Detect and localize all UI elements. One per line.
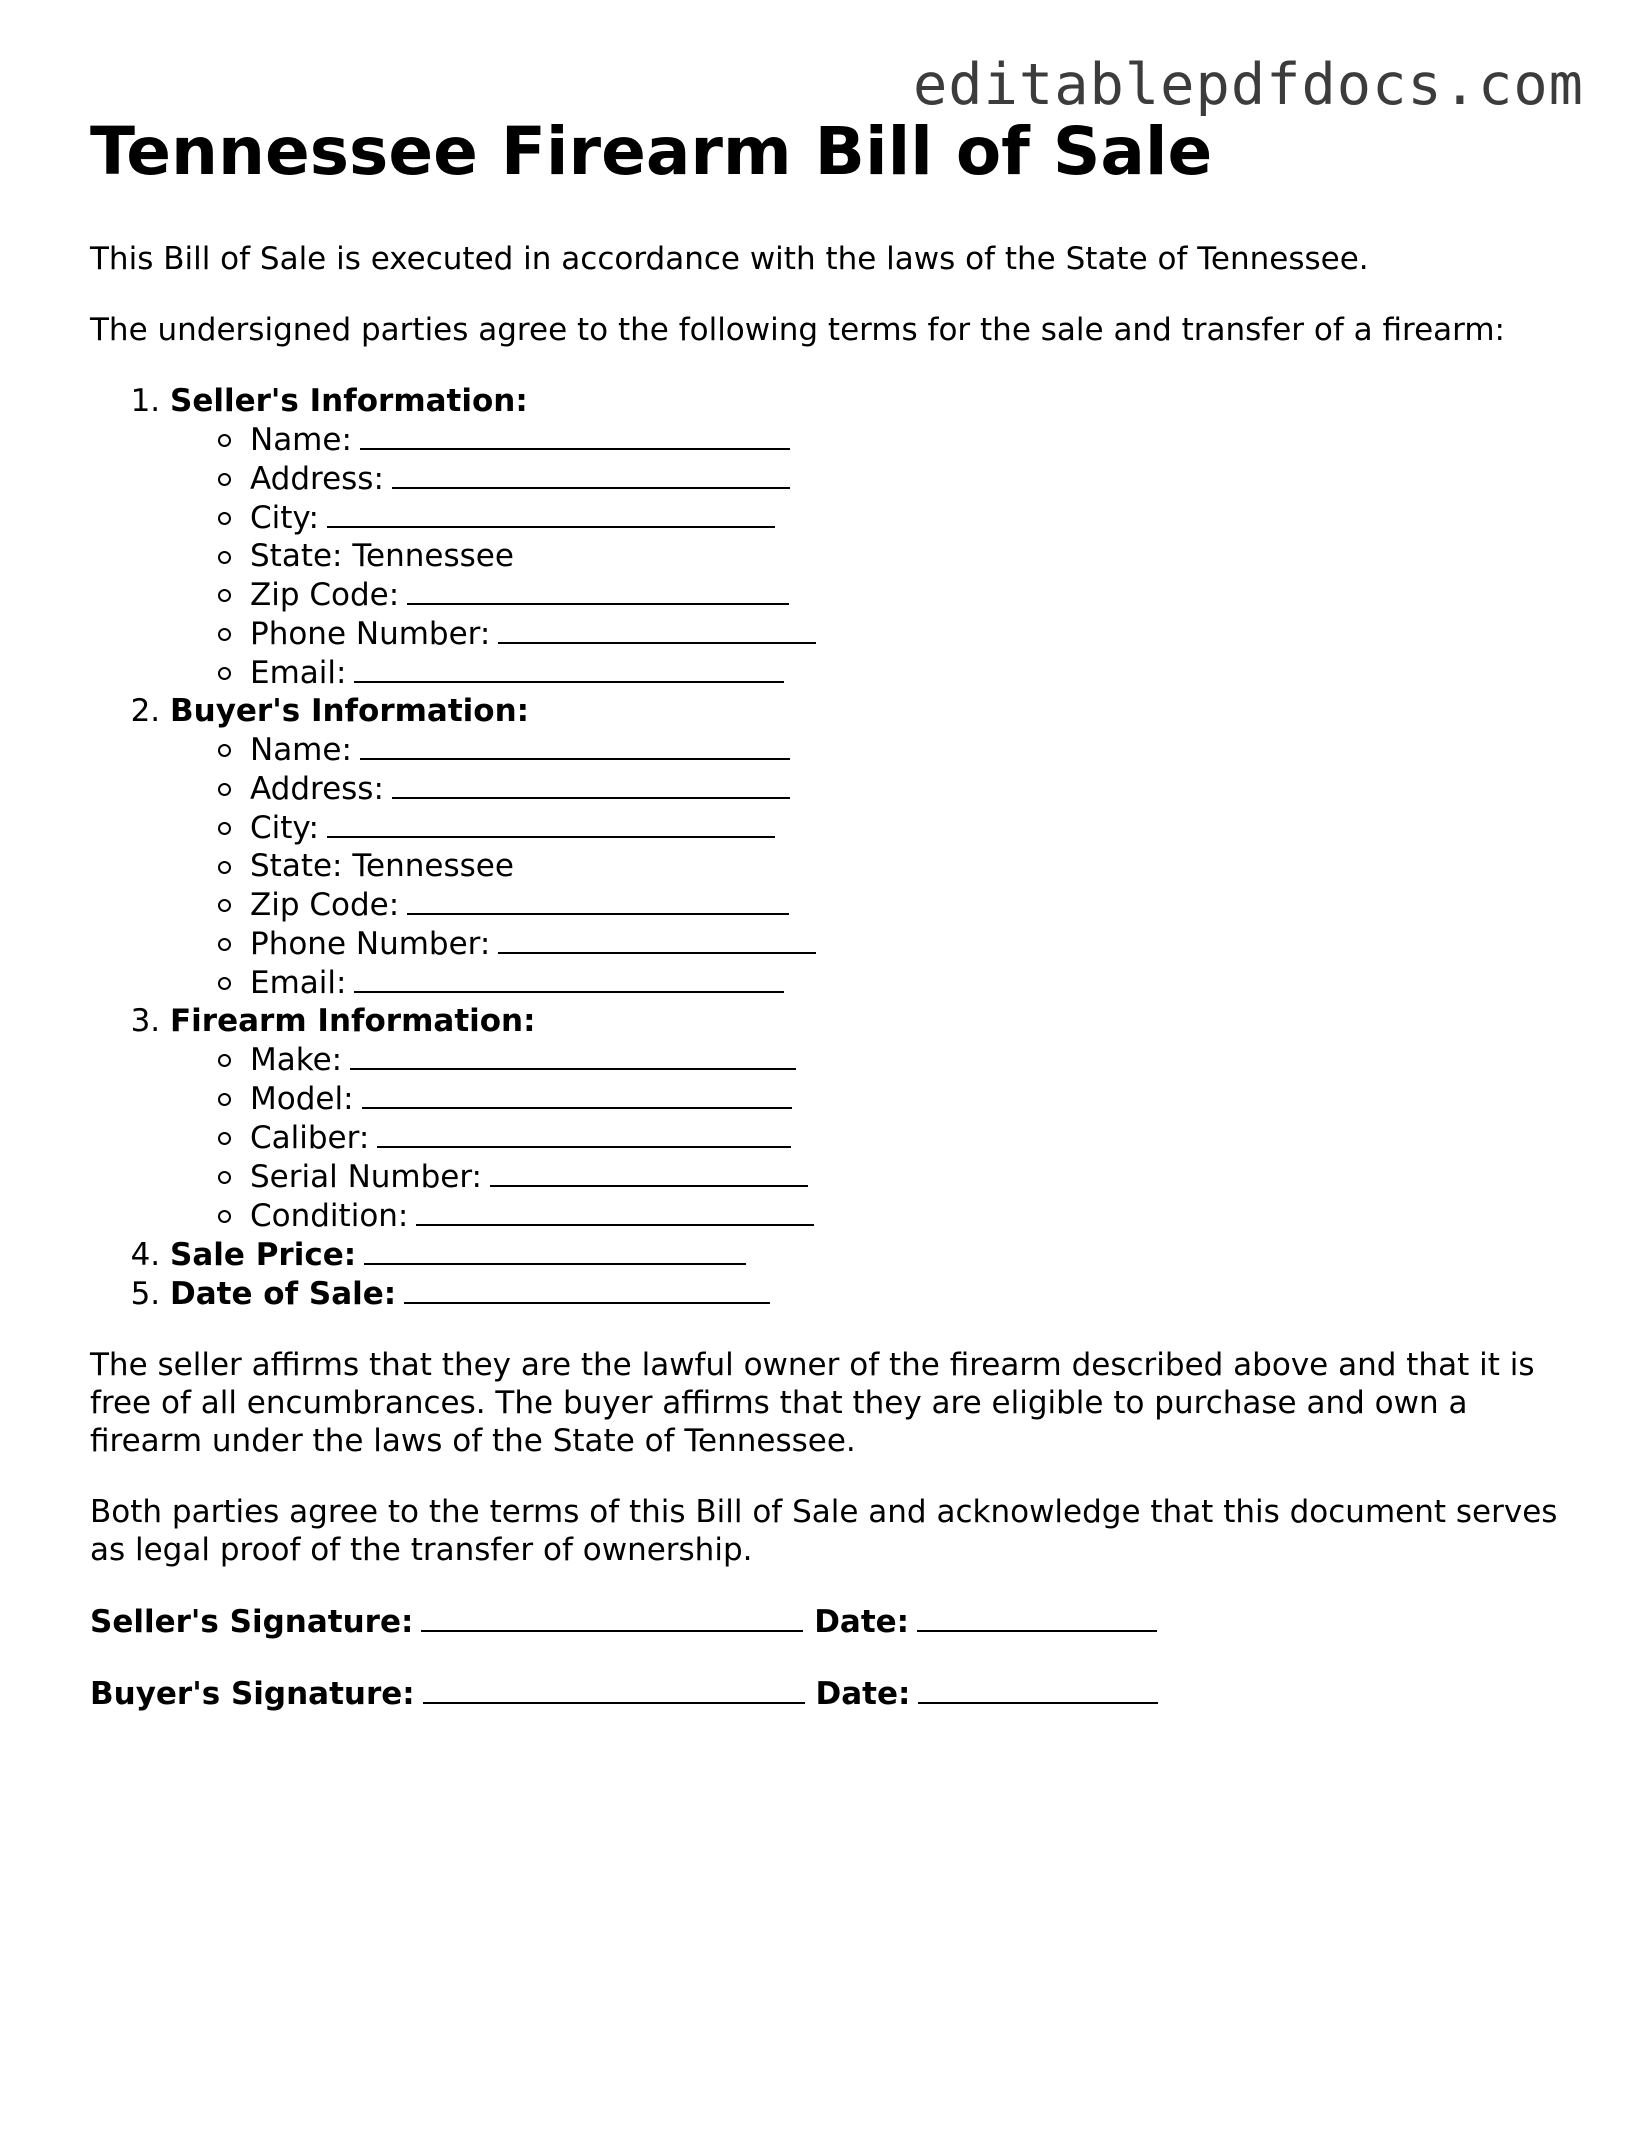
firearm-serial-blank[interactable] bbox=[490, 1157, 808, 1187]
firearm-condition-field bbox=[250, 1196, 1570, 1235]
firearm-caliber-blank[interactable] bbox=[377, 1118, 791, 1148]
buyer-city-label: City: bbox=[250, 810, 319, 846]
seller-city-blank[interactable] bbox=[327, 498, 775, 528]
firearm-serial-label: Serial Number: bbox=[250, 1159, 483, 1195]
seller-phone-field bbox=[250, 614, 1570, 653]
seller-city-field bbox=[250, 498, 1570, 537]
buyer-email-label: Email: bbox=[250, 965, 347, 1001]
buyer-name-label: Name: bbox=[250, 732, 352, 768]
intro-paragraph-1: This Bill of Sale is executed in accordance with the laws of the State of Tennessee. bbox=[90, 241, 1369, 277]
firearm-fields bbox=[170, 1040, 1570, 1235]
seller-name-blank[interactable] bbox=[360, 420, 790, 450]
buyer-zip-label: Zip Code: bbox=[250, 887, 400, 923]
sale-price-label: Sale Price: bbox=[170, 1237, 357, 1273]
buyer-signature-blank[interactable] bbox=[423, 1674, 805, 1704]
seller-email-blank[interactable] bbox=[354, 653, 784, 683]
section-firearm bbox=[170, 1002, 1570, 1235]
buyer-address-field bbox=[250, 769, 1570, 808]
firearm-serial-field bbox=[250, 1157, 1570, 1196]
seller-fields bbox=[170, 420, 1570, 692]
sale-price-blank[interactable] bbox=[364, 1235, 746, 1265]
date-of-sale-blank[interactable] bbox=[404, 1274, 770, 1304]
buyer-signature-label: Buyer's Signature: bbox=[90, 1676, 415, 1712]
firearm-make-blank[interactable] bbox=[350, 1040, 796, 1070]
buyer-name-field bbox=[250, 730, 1570, 769]
buyer-date-label: Date: bbox=[815, 1676, 911, 1712]
agreement-paragraph: Both parties agree to the terms of this Bill of Sale and acknowledge that this document serves as legal proof of the transfer of ownership. bbox=[90, 1494, 1558, 1568]
buyer-section-label: Buyer's Information: bbox=[170, 693, 530, 729]
seller-name-label: Name: bbox=[250, 422, 352, 458]
section-date-of-sale bbox=[170, 1274, 1570, 1313]
seller-email-field bbox=[250, 653, 1570, 692]
buyer-email-blank[interactable] bbox=[354, 963, 784, 993]
buyer-phone-blank[interactable] bbox=[498, 924, 816, 954]
buyer-fields bbox=[170, 730, 1570, 1002]
firearm-condition-blank[interactable] bbox=[416, 1196, 814, 1226]
seller-phone-label: Phone Number: bbox=[250, 616, 491, 652]
seller-name-field bbox=[250, 420, 1570, 459]
page-title: Tennessee Firearm Bill of Sale bbox=[90, 113, 1213, 190]
seller-address-field bbox=[250, 459, 1570, 498]
buyer-state-label: State: Tennessee bbox=[250, 848, 514, 884]
firearm-caliber-label: Caliber: bbox=[250, 1120, 370, 1156]
seller-section-label: Seller's Information: bbox=[170, 383, 528, 419]
seller-date-label: Date: bbox=[814, 1604, 910, 1640]
seller-phone-blank[interactable] bbox=[498, 614, 816, 644]
seller-zip-blank[interactable] bbox=[407, 575, 789, 605]
section-buyer bbox=[170, 692, 1570, 1002]
document-page bbox=[90, 112, 1570, 1713]
date-of-sale-label: Date of Sale: bbox=[170, 1276, 397, 1312]
intro-paragraph-2: The undersigned parties agree to the following terms for the sale and transfer of a firearm: bbox=[90, 312, 1505, 348]
seller-state-label: State: Tennessee bbox=[250, 538, 514, 574]
buyer-address-label: Address: bbox=[250, 771, 384, 807]
seller-signature-label: Seller's Signature: bbox=[90, 1604, 414, 1640]
firearm-section-label: Firearm Information: bbox=[170, 1003, 536, 1039]
seller-address-label: Address: bbox=[250, 461, 384, 497]
buyer-email-field bbox=[250, 963, 1570, 1002]
affirmation-paragraph: The seller affirms that they are the lawful owner of the firearm described above and that it is free of all encumbrances. The buyer affirms that they are eligible to purchase and own a firearm under the laws of the State of Tennessee. bbox=[90, 1347, 1535, 1459]
section-seller bbox=[170, 382, 1570, 692]
seller-zip-label: Zip Code: bbox=[250, 577, 400, 613]
firearm-model-label: Model: bbox=[250, 1081, 354, 1117]
sections-list bbox=[90, 382, 1570, 1313]
seller-address-blank[interactable] bbox=[392, 459, 790, 489]
buyer-zip-blank[interactable] bbox=[407, 885, 789, 915]
buyer-city-field bbox=[250, 808, 1570, 847]
seller-city-label: City: bbox=[250, 500, 319, 536]
buyer-city-blank[interactable] bbox=[327, 808, 775, 838]
buyer-zip-field bbox=[250, 885, 1570, 924]
seller-zip-field bbox=[250, 575, 1570, 614]
seller-email-label: Email: bbox=[250, 655, 347, 691]
firearm-model-field bbox=[250, 1079, 1570, 1118]
buyer-signature-line bbox=[90, 1674, 1570, 1713]
seller-state-field bbox=[250, 537, 1570, 575]
buyer-date-blank[interactable] bbox=[918, 1674, 1158, 1704]
section-sale-price bbox=[170, 1235, 1570, 1274]
firearm-caliber-field bbox=[250, 1118, 1570, 1157]
buyer-phone-field bbox=[250, 924, 1570, 963]
firearm-model-blank[interactable] bbox=[362, 1079, 792, 1109]
watermark-text: editablepdfdocs.com bbox=[912, 52, 1584, 118]
seller-signature-blank[interactable] bbox=[421, 1602, 803, 1632]
firearm-make-field bbox=[250, 1040, 1570, 1079]
firearm-make-label: Make: bbox=[250, 1042, 343, 1078]
buyer-name-blank[interactable] bbox=[360, 730, 790, 760]
firearm-condition-label: Condition: bbox=[250, 1198, 409, 1234]
seller-signature-line bbox=[90, 1602, 1570, 1641]
seller-date-blank[interactable] bbox=[917, 1602, 1157, 1632]
buyer-state-field bbox=[250, 847, 1570, 885]
buyer-phone-label: Phone Number: bbox=[250, 926, 491, 962]
buyer-address-blank[interactable] bbox=[392, 769, 790, 799]
